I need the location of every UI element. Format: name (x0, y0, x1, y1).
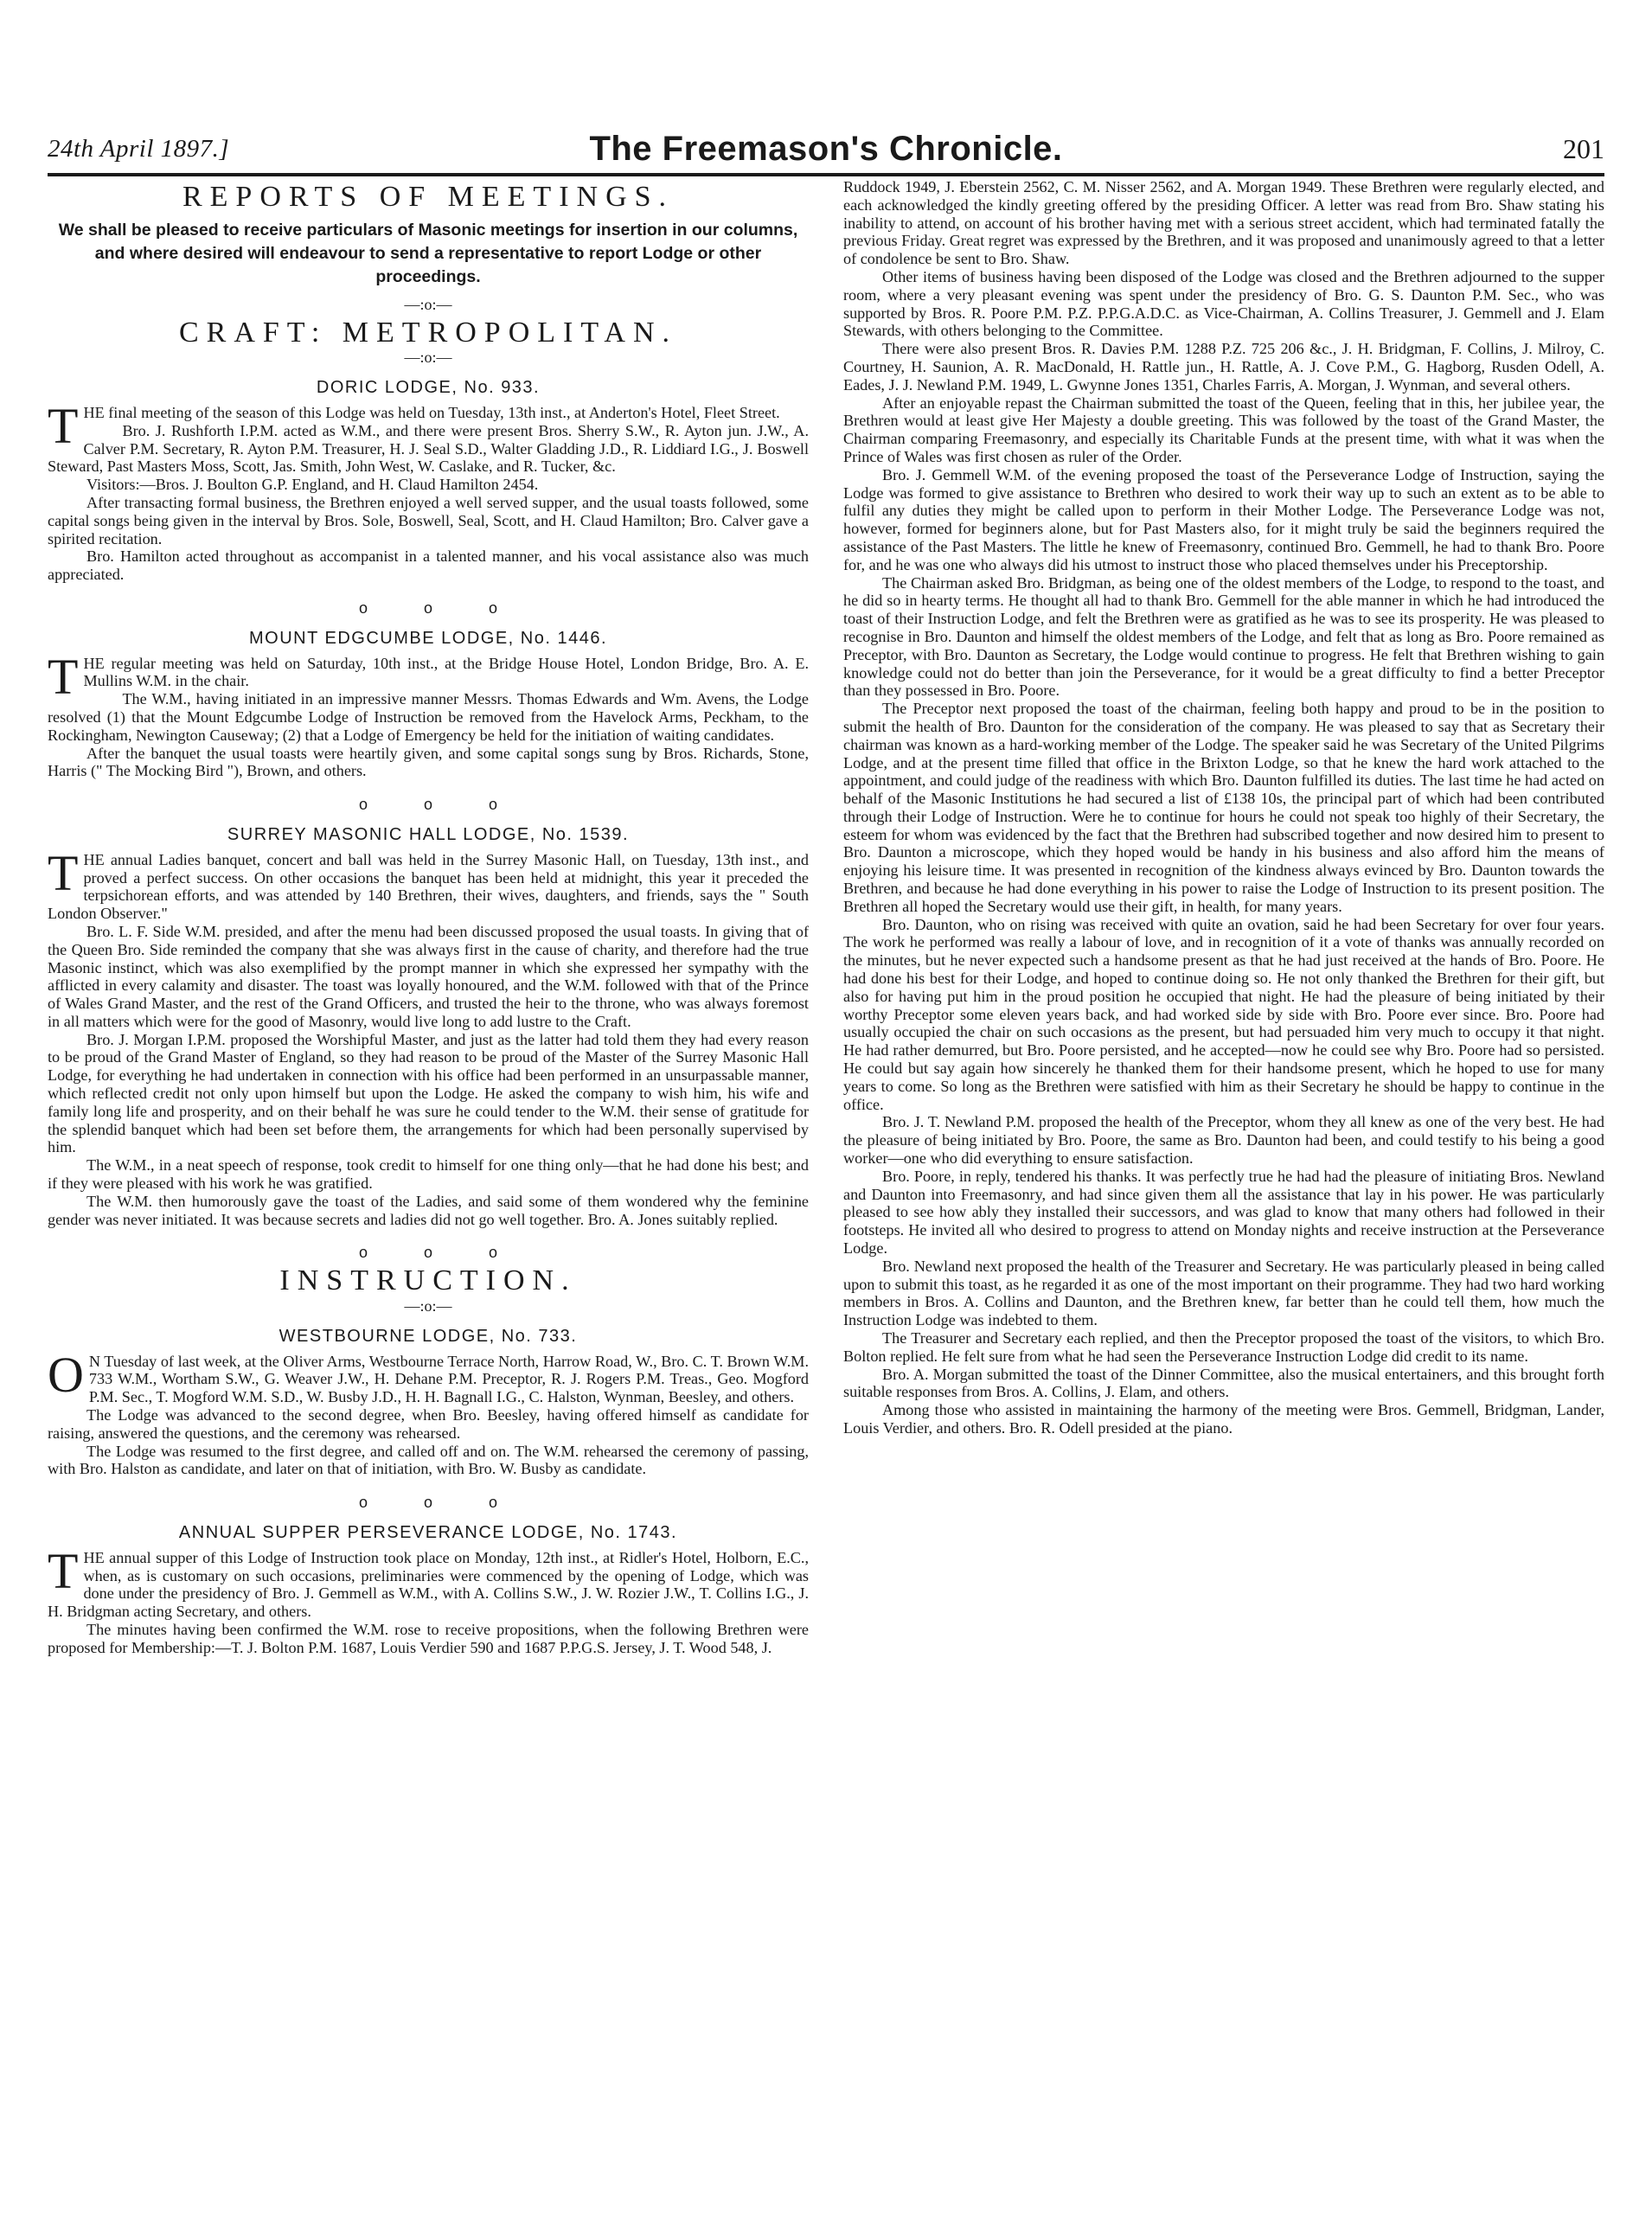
article-paragraph: Bro. L. F. Side W.M. presided, and after the menu had been discussed proposed the usual toasts. In giving that of the Queen Bro. Side reminded the company that she was always first in the cause of charity, and therefore had the true Masonic instinct, which was also exemplified by the prompt manner in which she expressed her sympathy with the afflicted in every calamity and disaster. The toast was loyally honoured, and the W.M. followed with that of the Prince of Wales Grand Master, and the rest of the Grand Officers, and trusted the heir to the throne, who was always foremost in all matters which were for the good of Masonry, would live long to add lustre to the Craft. (48, 922, 809, 1030)
doric-lodge-article (48, 379, 809, 584)
lodge-heading: DORIC LODGE, No. 933. (316, 378, 541, 398)
page-header (48, 130, 1604, 170)
drop-cap: O (48, 1346, 84, 1403)
article-paragraph: The W.M., having initiated in an impressive manner Messrs. Thomas Edwards and Wm. Avens, the Lodge resolved (1) that the Mount Edgcumbe Lodge of Instruction be removed from the Havelock Arms, Peckham, to the Rockingham, Newington Causeway; (2) that a Lodge of Emergency be held for the initiation of waiting candidates. (48, 690, 809, 744)
article-paragraph: Bro. J. Rushforth I.P.M. acted as W.M., and there were present Bros. Sherry S.W., R. Ayton jun. J.W., A. Calver P.M. Secretary, R. Ayton P.M. Treasurer, H. J. Seal S.D., Walter Gladding J.D., R. Liddiard I.G., J. Boswell Steward, Past Masters Moss, Scott, Jas. Smith, John West, W. Caslake, and R. Tucker, &c. (48, 421, 809, 476)
article-paragraph: The Treasurer and Secretary each replied, and then the Preceptor proposed the toast of the visitors, to which Bro. Bolton replied. He felt sure from what he had seen the Perseverance Instruction Lodge did credit to its name. (843, 1329, 1604, 1365)
article-paragraph: The Chairman asked Bro. Bridgman, as being one of the oldest members of the Lodge, to respond to the toast, and he did so in hearty terms. He thought all had to thank Bro. Gemmell for the able manner in which he had introduced the toast of their Instruction Lodge, and felt the Brethren were as gratified as he was to see its prosperity. He was pleased to recognise in Bro. Daunton and himself the oldest members of the Lodge, and felt that as long as Bro. Poore remained as Preceptor, with Bro. Daunton as Secretary, the Lodge would continue to progress. He felt that Brethren wishing to gain knowledge could not do better than join the Perseverance, for it would be a great difficulty to find a better Preceptor than they possessed in Bro. Poore. (843, 573, 1604, 700)
article-paragraph: Bro. J. T. Newland P.M. proposed the health of the Preceptor, whom they all knew as one of the very best. He had the pleasure of being initiated by Bro. Poore, the same as Bro. Daunton had been, and could testify to his being a good worker—one who did everything to ensure satisfaction. (843, 1113, 1604, 1168)
separator: —:o:— (404, 349, 452, 367)
separator: —:o:— (404, 1297, 452, 1315)
perseverance-lodge-article (48, 1524, 809, 1657)
issue-date: 24th April 1897.] (48, 135, 230, 163)
article-paragraph: There were also present Bros. R. Davies P.M. 1288 P.Z. 725 206 &c., J. H. Bridgman, F. Collins, J. Milroy, C. Courtney, H. Saunion, A. R. MacDonald, H. Rattle jun., H. Rattle, A. J. Cove P.M., G. Hagborg, Rusden Odell, A. Eades, J. J. Newland P.M. 1949, L. Gwynne Jones 1351, Charles Farris, A. Morgan, J. Wynman, and several others. (843, 340, 1604, 394)
article-paragraph: THE annual Ladies banquet, concert and ball was held in the Surrey Masonic Hall, on Tuesday, 13th inst., and proved a perfect success. On other occasions the banquet has been held at midnight, this year it preceded the terpsichorean efforts, and was attended by 140 Brethren, their wives, daughters, and friends, says the " South London Observer." (48, 844, 809, 923)
article-paragraph: Bro. Poore, in reply, tendered his thanks. It was perfectly true he had had the pleasure of initiating Bros. Newland and Daunton into Freemasonry, and had since given them all the assistance that lay in his power. He was particularly pleased to see how ably they installed their successors, and was glad to know that many others had followed in their footsteps. He invited all who desired to progress to attend on Monday nights and receive instruction at the Perseverance Lodge. (843, 1167, 1604, 1258)
article-paragraph: The Lodge was resumed to the first degree, and called off and on. The W.M. rehearsed the ceremony of passing, with Bro. Halston as candidate, and later on that of initiation, with Bro. W. Busby as candidate. (48, 1442, 809, 1478)
article-paragraph: Bro. Newland next proposed the health of the Treasurer and Secretary. He was particularly pleased in being called upon to submit this toast, as he regarded it as one of the most important on their programme. They had two hard working members in Bros. A. Collins and Daunton, and the Brethren knew, far better than he could tell them, how much the Instruction Lodge was indebted to them. (843, 1257, 1604, 1329)
lodge-heading: ANNUAL SUPPER PERSEVERANCE LODGE, No. 1743. (178, 1523, 678, 1543)
craft-metropolitan-heading: CRAFT: METROPOLITAN. (178, 316, 678, 349)
article-paragraph: The Lodge was advanced to the second degree, when Bro. Beesley, having offered himself as candidate for raising, answered the questions, and the ceremony was rehearsed. (48, 1406, 809, 1442)
article-paragraph: Bro. J. Gemmell W.M. of the evening proposed the toast of the Perseverance Lodge of Instruction, saying the Lodge was formed to give assistance to Brethren who desired to work their way up to such an extent as to be able to fulfil any duties they might be called upon to perform in their Mother Lodge. The Perseverance Lodge was not, however, formed for beginners alone, but for Past Masters also, for it might truly be said the beginners required the assistance of the Past Masters. The little he knew of Freemasonry, continued Bro. Gemmell, he had to thank Bro. Poore for, and he was one who always did his utmost to instruct those who placed themselves under his Preceptorship. (843, 465, 1604, 573)
drop-cap: T (48, 844, 79, 901)
article-paragraph: Ruddock 1949, J. Eberstein 2562, C. M. Nisser 2562, and A. Morgan 1949. These Brethren were regularly elected, and each acknowledged the kindly greeting offered by the presiding Officer. A letter was read from Bro. Shaw stating his inability to attend, on account of his brother having met with a serious street accident, which had terminated fatally the previous Friday. Great regret was expressed by the Brethren, and it was proposed and unanimously agreed to that a letter of condolence be sent to Bro. Shaw. (843, 178, 1604, 268)
left-column (48, 178, 809, 2219)
article-paragraph: Visitors:—Bros. J. Boulton G.P. England, and H. Claud Hamilton 2454. (86, 476, 539, 494)
article-paragraph: Bro. Hamilton acted throughout as accompanist in a talented manner, and his vocal assistance also was much appreciated. (48, 547, 809, 584)
instruction-heading: INSTRUCTION. (279, 1264, 577, 1297)
article-paragraph: The minutes having been confirmed the W.M. rose to receive propositions, when the following Brethren were proposed for Membership:—T. J. Bolton P.M. 1687, Louis Verdier 590 and 1687 P.P.G.S. Jersey, J. T. Wood 548, J. (48, 1621, 809, 1656)
article-paragraph: Among those who assisted in maintaining the harmony of the meeting were Bros. Gemmell, Bridgman, Lander, Louis Verdier, and others. Bro. R. Odell presided at the piano. (843, 1401, 1604, 1437)
header-rule (48, 173, 1604, 176)
section-dots: o o o (358, 1244, 498, 1262)
surrey-masonic-hall-lodge-article (48, 826, 809, 1229)
publication-title: The Freemason's Chronicle. (589, 130, 1063, 168)
section-dots: o o o (358, 1494, 498, 1512)
article-paragraph: The Preceptor next proposed the toast of the chairman, feeling both happy and proud to be in the position to submit the health of Bro. Daunton for the consideration of the company. He was pleased to say that as Secretary their chairman was known as a hard-working member of the Lodge. The speaker said he was Secretary of the United Pilgrims Lodge, and at the present time filled that office in the Brixton Lodge, so that he knew the hard work attached to the appointment, and could judge of the readiness with which Bro. Daunton fulfilled its duties. The last time he had acted on behalf of the Masonic Institutions he had secured a list of £138 10s, the principal part of which had been contributed through their Lodge of Instruction. Were he to continue for hours he could not speak too highly of their Secretary, the esteem for whom was evidenced by the fact that the Brethren had subscribed together and now desired him to present to Bro. Daunton a microscope, which they hoped would be handy in his business and also afford him the means of enjoying his leisure time. It was presented in recognition of the kindness always evinced by Bro. Daunton towards the Brethren, and because he had done everything in his power to raise the Lodge of Instruction to its present position. The Brethren all hoped the Secretary would use their gift, in health, for many years. (843, 700, 1604, 915)
article-paragraph: After transacting formal business, the Brethren enjoyed a well served supper, and the usual toasts followed, some capital songs being given in the interval by Bros. Sole, Boswell, Seal, Scott, and H. Claud Hamilton; Bro. Calver gave a spirited recitation. (48, 493, 809, 547)
article-paragraph: Bro. Daunton, who on rising was received with quite an ovation, said he had been Secretary for over four years. The work he performed was really a labour of love, and in recognition of it a vote of thanks was annually recorded on the minutes, but he never expected such a handsome present as that he had just received at the hands of Bro. Poore. He had done his best for their Lodge, and hoped to continue doing so. He not only thanked the Brethren for their gift, but also for having put him in the proud position he occupied that night. He had the pleasure of being initiated by their worthy Preceptor some eleven years back, and had worked side by side with Bro. Poore ever since. Bro. Poore had usually occupied the chair on such occasions as the present, but had persuaded him very much to occupy it that night. He had rather demurred, but Bro. Poore persisted, and he accepted—now he could see why Bro. Poore had so persisted. He could but say again how sincerely he thanked them for their handsome present, which he hoped to use for many years to come. So long as the Brethren were satisfied with him as their Secretary he should be happy to continue in the office. (843, 915, 1604, 1113)
mount-edgcumbe-lodge-article (48, 630, 809, 780)
article-paragraph: After an enjoyable repast the Chairman submitted the toast of the Queen, feeling that in this, her jubilee year, the Brethren would at least give Her Majesty a double greeting. This was followed by the toast of the Grand Master, the Chairman comparing Freemasonry, and especially its Charitable Funds at the present time, with what it was when the Prince of Wales was first chosen as ruler of the Order. (843, 394, 1604, 465)
reports-heading: REPORTS OF MEETINGS. (182, 181, 675, 213)
article-paragraph: Bro. A. Morgan submitted the toast of the Dinner Committee, also the musical entertainers, and this brought forth suitable responses from Bros. A. Collins, J. Elam, and others. (843, 1365, 1604, 1401)
lodge-heading: MOUNT EDGCUMBE LODGE, No. 1446. (249, 628, 607, 648)
page-number: 201 (1563, 133, 1604, 164)
lodge-heading: WESTBOURNE LODGE, No. 733. (279, 1326, 578, 1346)
drop-cap: T (48, 397, 79, 454)
article-paragraph: The W.M., in a neat speech of response, took credit to himself for one thing only—that he had done his best; and if they were pleased with his work he was gratified. (48, 1156, 809, 1193)
submission-notice: We shall be pleased to receive particulars of Masonic meetings for insertion in our columns, and where desired will endeavour to send a representative to report Lodge or other proceedings. (58, 220, 798, 286)
separator: —:o:— (404, 295, 452, 313)
westbourne-lodge-article (48, 1328, 809, 1478)
article-paragraph: THE annual supper of this Lodge of Instruction took place on Monday, 12th inst., at Ridler's Hotel, Holborn, E.C., when, as is customary on such occasions, preliminaries were commenced by the opening of Lodge, which was done under the presidency of Bro. J. Gemmell as W.M., with A. Collins S.W., J. W. Rozier J.W., T. Collins I.G., J. H. Bridgman acting Secretary, and others. (48, 1542, 809, 1621)
article-paragraph: O N Tuesday of last week, at the Oliver Arms, Westbourne Terrace North, Harrow Road, W., Bro. C. T. Brown W.M. 733 W.M., Wortham S.W., G. Weaver J.W., H. Dehane P.M. Preceptor, R. J. Rogers P.M. Treas., Geo. Mogford P.M. Sec., T. Mogford W.M. S.D., W. Busby J.D., H. H. Bagnall I.G., C. Halston, Wynman, Beesley, and others. (48, 1346, 809, 1406)
article-paragraph: The W.M. then humorously gave the toast of the Ladies, and said some of them wondered why the feminine gender was never initiated. It was because secrets and ladies did not go well together. Bro. A. Jones suitably replied. (48, 1192, 809, 1228)
article-paragraph: THE final meeting of the season of this Lodge was held on Tuesday, 13th inst., at Anderton's Hotel, Fleet Street. (48, 397, 780, 454)
drop-cap: T (48, 648, 79, 705)
drop-cap: T (48, 1542, 79, 1599)
article-paragraph: THE regular meeting was held on Saturday, 10th inst., at the Bridge House Hotel, London Bridge, Bro. A. E. Mullins W.M. in the chair. (48, 648, 809, 705)
article-paragraph: After the banquet the usual toasts were heartily given, and some capital songs sung by Bros. Richards, Stone, Harris (" The Mocking Bird "), Brown, and others. (48, 744, 809, 780)
lodge-heading: SURREY MASONIC HALL LODGE, No. 1539. (227, 824, 630, 844)
section-dots: o o o (358, 599, 498, 617)
section-dots: o o o (358, 796, 498, 814)
article-paragraph: Bro. J. Morgan I.P.M. proposed the Worshipful Master, and just as the latter had told them they had every reason to be proud of the Grand Master of England, so they had reason to be proud of the Master of the Surrey Masonic Hall Lodge, for everything he had undertaken in connection with his office had been performed in an unsurpassable manner, which reflected credit not only upon himself but upon the Lodge. He asked the company to wish him, his wife and family long life and prosperity, and on their behalf he was sure he could tender to the W.M. their sense of gratitude for the splendid banquet which had been set before them, the arrangements for which had been personally supervised by him. (48, 1030, 809, 1156)
article-paragraph: Other items of business having been disposed of the Lodge was closed and the Brethren adjourned to the supper room, where a very pleasant evening was spent under the presidency of Bro. G. S. Daunton P.M. Sec., who was supported by Bros. R. Poore P.M. P.Z. P.P.G.A.D.C. as Vice-Chairman, A. Collins Treasurer, J. Gemmell and J. Elam Stewards, with others belonging to the Committee. (843, 267, 1604, 340)
right-column (843, 178, 1604, 2219)
